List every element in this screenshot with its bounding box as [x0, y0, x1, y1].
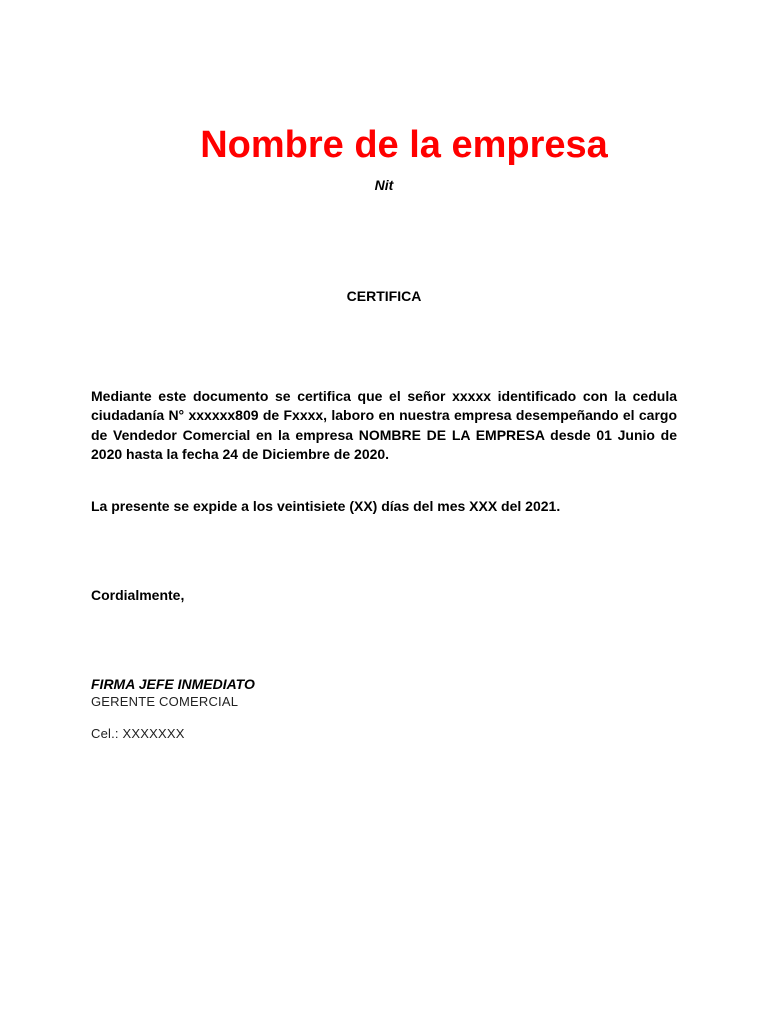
- issue-statement: La presente se expide a los veintisiete (XX) días del mes XXX del 2021.: [91, 498, 561, 514]
- document-title: CERTIFICA: [346, 288, 422, 304]
- company-name: Nombre de la empresa: [200, 124, 608, 166]
- signature-role: GERENTE COMERCIAL: [91, 694, 239, 709]
- nit-label: Nit: [374, 177, 394, 193]
- signature-phone: Cel.: XXXXXXX: [91, 726, 185, 741]
- closing-salutation: Cordialmente,: [91, 587, 185, 603]
- signature-name: FIRMA JEFE INMEDIATO: [91, 676, 255, 692]
- certification-paragraph: Mediante este documento se certifica que el señor xxxxx identificado con la cedula ciudadanía N° xxxxxx809 de Fxxxx, laboro en nuestra empresa desempeñando el cargo de Vendedor Comercial en la empresa NOMBRE DE LA EMPRESA desde 01 Junio de 2020 hasta la fecha 24 de Diciembre de 2020.: [91, 388, 677, 462]
